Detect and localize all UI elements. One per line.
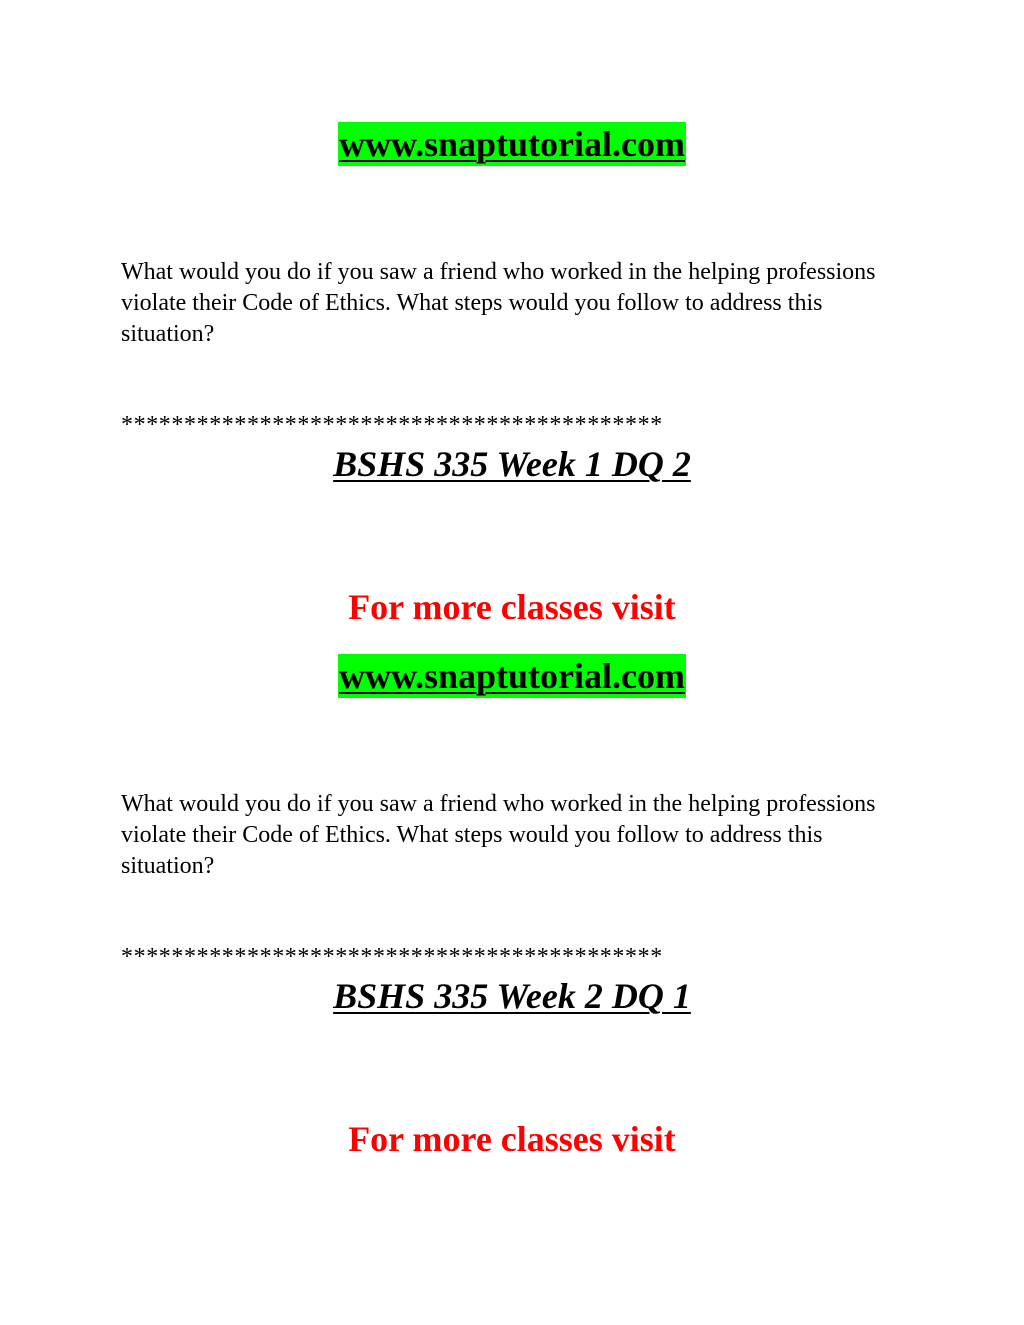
course-heading-1: BSHS 335 Week 1 DQ 2: [333, 444, 691, 484]
snaptutorial-link-block-1: [0, 122, 1024, 166]
course-heading-2: BSHS 335 Week 2 DQ 1: [333, 976, 691, 1016]
snaptutorial-link-block-2: [0, 654, 1024, 698]
separator-stars-1: *******************************************: [121, 412, 663, 438]
snaptutorial-link-1[interactable]: www.snaptutorial.com: [338, 124, 685, 164]
promo-text-2: For more classes visit: [348, 1119, 676, 1159]
promo-text-1: For more classes visit: [348, 587, 676, 627]
snaptutorial-link-2[interactable]: www.snaptutorial.com: [338, 656, 685, 696]
question-paragraph-1: What would you do if you saw a friend who worked in the helping professions violate their Code of Ethics. What steps would you follow to address this situation?: [121, 259, 876, 347]
separator-stars-2: *******************************************: [121, 944, 663, 970]
question-paragraph-2: What would you do if you saw a friend who worked in the helping professions violate their Code of Ethics. What steps would you follow to address this situation?: [121, 791, 876, 879]
